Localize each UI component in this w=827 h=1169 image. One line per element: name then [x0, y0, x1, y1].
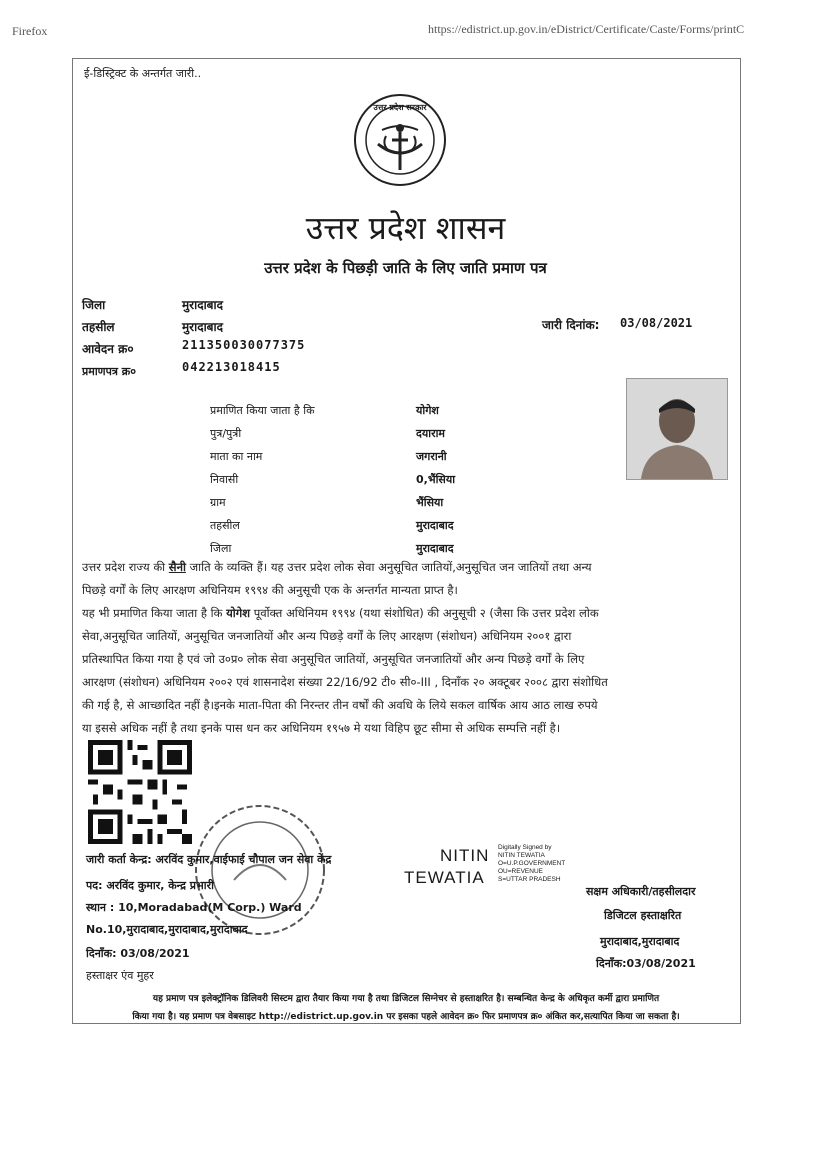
digital-sign-line: Digitally Signed by	[498, 844, 552, 851]
para2-line: प्रतिस्थापित किया गया है एवं जो उ०प्र० लोक सेवा अनुसूचित जातियों, अनुसूचित जनजातियों और अन्य पिछड़े वर्गों के लिए	[82, 652, 585, 666]
signer-name-line1: NITIN	[440, 846, 490, 865]
page-url: https://edistrict.up.gov.in/eDistrict/Certificate/Caste/Forms/printC	[428, 22, 745, 36]
issued-under-note: ई-डिस्ट्रिक्ट के अन्तर्गत जारी..	[84, 67, 202, 80]
detail-value-mother: जगरानी	[416, 450, 447, 463]
detail-label-village: ग्राम	[210, 496, 226, 509]
detail-value-name: योगेश	[416, 404, 439, 417]
emblem-text: उत्तर प्रदेश सरकार	[373, 103, 427, 112]
issuing-center: जारी कर्ता केन्द्र: अरविंद कुमार,वाईफाई चौपाल जन सेवा केंद्र	[86, 853, 332, 866]
issuer-place: स्थान : 10,Moradabad(M Corp.) Ward	[86, 901, 302, 914]
para2-line: सेवा,अनुसूचित जातियों, अनुसूचित जनजातियों और अन्य पिछड़े वर्गों के लिए आरक्षण (संशोधन) अधिनियम २००१ द्वारा	[82, 629, 572, 643]
footnote-line: किया गया है। यह प्रमाण पत्र वेबसाइट http://edistrict.up.gov.in पर इसका पहले आवेदन क्र० फिर प्रमाणपत्र क्र० अंकित कर,सत्यापित किया जा सकता है।	[132, 1012, 680, 1022]
qr-code-icon	[88, 740, 192, 844]
issuer-date: दिनाँक: 03/08/2021	[86, 947, 190, 960]
district-value: मुरादाबाद	[182, 298, 224, 312]
issue-date-label: जारी दिनांक:	[542, 318, 600, 332]
detail-label-resident: निवासी	[210, 473, 239, 486]
authority-place: मुरादाबाद,मुरादाबाद	[600, 935, 680, 948]
official-seal-icon	[190, 800, 330, 940]
certificate-title: उत्तर प्रदेश के पिछड़ी जाति के लिए जाति प्रमाण पत्र	[264, 259, 547, 277]
body-paragraph-2	[82, 602, 732, 740]
authority-title: सक्षम अधिकारी/तहसीलदार	[586, 885, 696, 898]
para2-line: या इससे अधिक नहीं है तथा इनके पास धन कर अधिनियम १९५७ मे यथा विहिप छूट सीमा से अधिक सम्पत्ति नहीं है।	[82, 721, 561, 735]
detail-label-name: प्रमाणित किया जाता है कि	[210, 404, 315, 417]
issue-date-value: 03/08/2021	[620, 316, 693, 330]
signature-seal-label: हस्ताक्षर एंव मुहर	[86, 969, 154, 982]
body-paragraph-1	[82, 556, 732, 602]
certificate-no-value: 042213018415	[182, 360, 281, 374]
application-no-label: आवेदन क्र०	[82, 342, 134, 356]
para1-end: जाति के व्यक्ति हैं। यह उत्तर प्रदेश लोक सेवा अनुसूचित जातियों,अनुसूचित जन जातियों तथा अन्य	[185, 560, 592, 574]
digital-signature-details	[498, 844, 565, 884]
para1-start: उत्तर प्रदेश राज्य की	[82, 560, 169, 574]
footnote	[76, 990, 736, 1026]
government-heading: उत्तर प्रदेश शासन	[305, 209, 506, 247]
digital-sign-line: O=U.P.GOVERNMENT	[498, 860, 566, 867]
tehsil-label: तहसील	[82, 320, 115, 334]
issuer-place-ward: No.10,मुरादाबाद,मुरादाबाद,मुरादाबाद	[86, 923, 248, 936]
detail-value-village: भैंसिया	[416, 496, 444, 509]
authority-digital: डिजिटल हस्ताक्षरित	[604, 909, 682, 922]
detail-value-father: दयाराम	[416, 427, 445, 440]
application-no-value: 211350030077375	[182, 338, 306, 352]
issuer-post: पद: अरविंद कुमार, केन्द्र प्रभारी	[86, 879, 214, 892]
authority-date: दिनाँक:03/08/2021	[596, 957, 696, 970]
para1-line2: पिछड़े वर्गों के लिए आरक्षण अधिनियम १९९४ की अनुसूची एक के अन्तर्गत मान्यता प्राप्त है।	[82, 583, 458, 597]
para2-end: पूर्वोक्त अधिनियम १९९४ (यथा संशोधित) की अनुसूची २ (जैसा कि उत्तर प्रदेश लोक	[250, 606, 599, 620]
person-icon	[627, 379, 727, 479]
detail-value-district: मुरादाबाद	[416, 542, 454, 555]
detail-label-district: जिला	[210, 542, 232, 555]
detail-value-resident: 0,भैंसिया	[416, 473, 456, 486]
tehsil-value: मुरादाबाद	[182, 320, 224, 334]
district-label: जिला	[82, 298, 106, 312]
signer-name-line2: TEWATIA	[404, 868, 485, 887]
detail-label-father: पुत्र/पुत्री	[210, 427, 242, 440]
digital-sign-line: S=UTTAR PRADESH	[498, 876, 561, 883]
para2-line: की गई है, से आच्छादित नहीं है।इनके माता-पिता की निरन्तर तीन वर्षों की अवधि के लिये सकल वार्षिक आय आठ लाख रुपये	[82, 698, 598, 712]
footnote-line: यह प्रमाण पत्र इलेक्ट्रॉनिक डिलिवरी सिस्टम द्वारा तैयार किया गया है तथा डिजिटल सिग्नेचर से हस्ताक्षरित है। सम्बन्धित केन्द्र के अधिकृत कर्मी द्वारा प्रमाणित	[152, 994, 660, 1004]
detail-label-mother: माता का नाम	[210, 450, 263, 463]
digital-sign-line: NITIN TEWATIA	[498, 852, 545, 859]
para2-start: यह भी प्रमाणित किया जाता है कि	[82, 606, 227, 620]
digital-sign-line: OU=REVENUE	[498, 868, 543, 875]
para2-name: योगेश	[226, 606, 251, 620]
detail-label-tehsil: तहसील	[210, 519, 240, 532]
caste-name: सैनी	[168, 560, 186, 574]
para2-line: आरक्षण (संशोधन) अधिनियम २००२ एवं शासनादेश संख्या 22/16/92 टी० सी०-III , दिनाँक २० अक्टूबर २००८ द्वारा संशोधित	[82, 675, 608, 689]
browser-name: Firefox	[12, 24, 48, 38]
detail-value-tehsil: मुरादाबाद	[416, 519, 454, 532]
certificate-no-label: प्रमाणपत्र क्र०	[82, 365, 136, 378]
applicant-photo	[626, 378, 728, 480]
